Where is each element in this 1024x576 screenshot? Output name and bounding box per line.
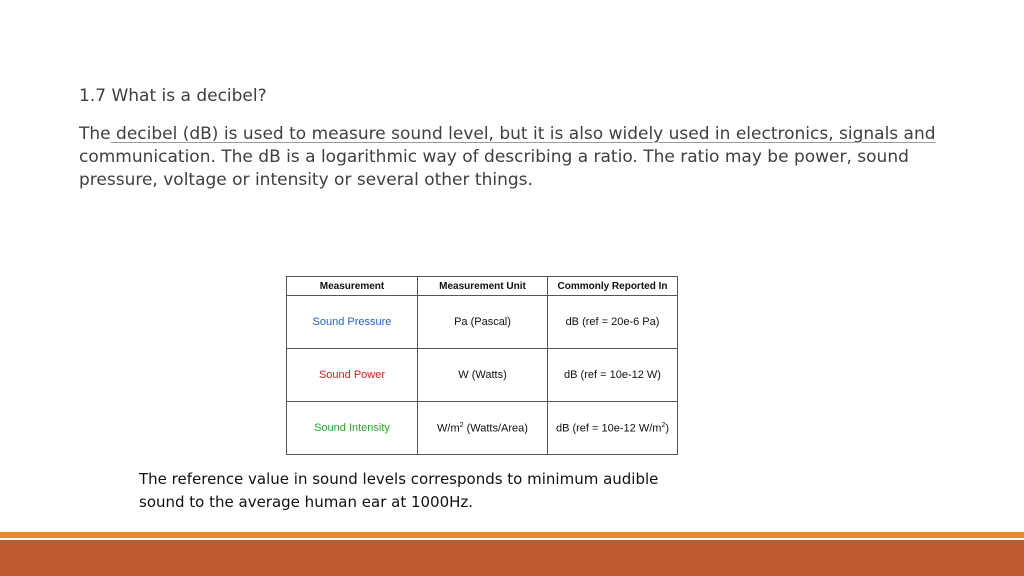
reference-note: The reference value in sound levels corresponds to minimum audible sound to the average human ear at 1000Hz. — [139, 470, 659, 511]
header-unit: Measurement Unit — [418, 277, 548, 296]
header-reported: Commonly Reported In — [548, 277, 678, 296]
cell-reported: dB (ref = 10e-12 $W/m^2$) — [548, 402, 678, 455]
cell-measurement: Sound Power — [287, 349, 418, 402]
cell-measurement: Sound Pressure — [287, 296, 418, 349]
sound-measurement-table — [286, 276, 678, 455]
intro-paragraph — [79, 123, 959, 192]
table-row — [287, 296, 678, 349]
cell-reported: dB (ref = 10e-12 W) — [548, 349, 678, 402]
table-row — [287, 349, 678, 402]
accent-stripe — [0, 532, 1024, 538]
footer-band — [0, 540, 1024, 576]
header-measurement: Measurement — [287, 277, 418, 296]
section-heading: 1.7 What is a decibel? — [79, 86, 267, 106]
cell-reported: dB (ref = 20e-6 Pa) — [548, 296, 678, 349]
cell-unit: $W/m^2$ (Watts/Area) — [418, 402, 548, 455]
cell-unit: W (Watts) — [418, 349, 548, 402]
para-underlined: decibel (dB) is used to measure sound level, but it is also widely used in electronics, signals and — [110, 124, 936, 144]
para-rest: communication. The dB is a logarithmic way of describing a ratio. The ratio may be power, sound pressure, voltage or intensity or several other things. — [79, 147, 909, 190]
cell-unit: Pa (Pascal) — [418, 296, 548, 349]
table-header-row — [287, 277, 678, 296]
cell-measurement: Sound Intensity — [287, 402, 418, 455]
table-row — [287, 402, 678, 455]
para-start: The — [79, 124, 111, 144]
